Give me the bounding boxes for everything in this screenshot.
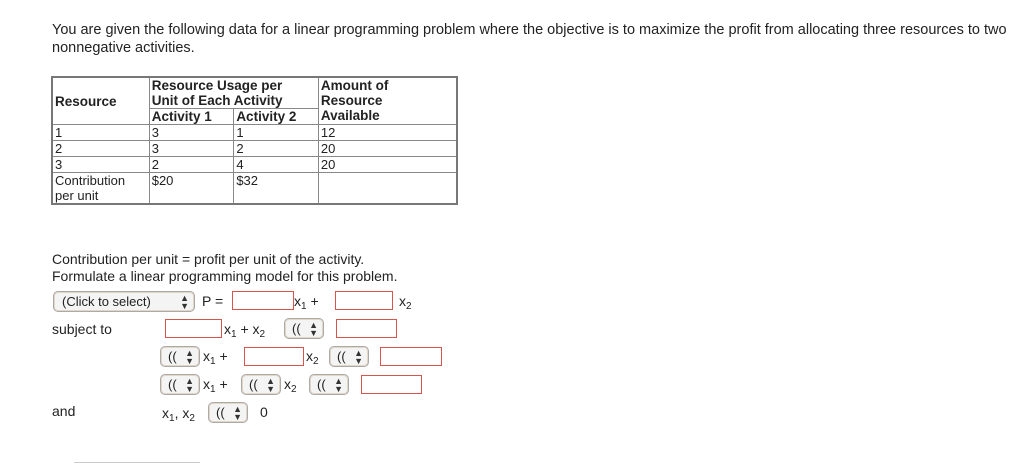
header-resource: Resource: [52, 77, 149, 125]
constraint2-relation-select[interactable]: [329, 346, 369, 367]
cell-activity-1: 3: [149, 125, 234, 141]
constraint2-rhs-input[interactable]: [380, 347, 442, 366]
cell-contribution-label: [52, 173, 149, 205]
updown-arrow-icon: ▲ ▼: [354, 348, 363, 366]
coef-select-label: ((: [168, 377, 177, 392]
constraint2-coef-x2-input[interactable]: [244, 347, 304, 366]
updown-arrow-icon: ▲ ▼: [309, 320, 318, 338]
header-amount-line2: Resource: [320, 93, 383, 108]
updown-arrow-icon: ▲ ▼: [334, 376, 343, 394]
problem-statement: You are given the following data for a linear programming problem where the objective is to maximize the profit from allocating three resources to two nonnegative activities.: [52, 22, 1007, 56]
cell-amount: 20: [318, 157, 457, 173]
table-row: [52, 125, 457, 141]
table-row-contribution: [52, 173, 457, 205]
cell-amount: 12: [318, 125, 457, 141]
constraint3-coef-x2-select[interactable]: [241, 374, 281, 395]
updown-arrow-icon: ▲ ▼: [185, 348, 194, 366]
coef-select-label: ((: [249, 377, 258, 392]
constraint3-x2-label: $x_2$: [284, 376, 297, 395]
updown-arrow-icon: ▲ ▼: [180, 293, 189, 311]
cell-amount: 20: [318, 141, 457, 157]
divider: [74, 462, 200, 463]
table-row: [52, 141, 457, 157]
updown-arrow-icon: ▲ ▼: [185, 376, 194, 394]
contribution-line2: per unit: [55, 188, 99, 203]
relation-select-label: ((: [337, 349, 346, 364]
updown-arrow-icon: ▲ ▼: [266, 376, 275, 394]
constraint3-rhs-input[interactable]: [361, 375, 422, 394]
x1-label: $x_1$ +: [294, 293, 319, 312]
objective-type-select[interactable]: [53, 291, 195, 312]
relation-select-label: ((: [216, 405, 225, 420]
cell-contribution-empty: [318, 173, 457, 205]
constraint2-coef-x1-select[interactable]: [160, 346, 200, 367]
cell-activity-2: 1: [234, 125, 319, 141]
header-amount: [318, 77, 457, 125]
coef-select-label: ((: [168, 349, 177, 364]
cell-contribution-a1: $20: [149, 173, 234, 205]
header-amount-line1: Amount of: [320, 78, 389, 93]
subject-to-label: subject to: [52, 321, 112, 337]
constraint1-coef-x1-input[interactable]: [165, 319, 222, 338]
contribution-line1: Contribution: [55, 173, 126, 188]
constraint3-coef-x1-select[interactable]: [160, 374, 200, 395]
cell-activity-1: 2: [149, 157, 234, 173]
cell-resource: 2: [52, 141, 149, 157]
header-amount-line3: Available: [320, 108, 380, 123]
constraint1-rhs-input[interactable]: [336, 319, 397, 338]
relation-select-label: ((: [292, 321, 301, 336]
header-usage-line2: Unit of Each Activity: [151, 93, 283, 108]
constraint2-x2-label: $x_2$: [306, 348, 319, 367]
header-activity-2: Activity 2: [234, 109, 319, 125]
note-line-2: Formulate a linear programming model for this problem.: [52, 268, 398, 284]
header-activity-1: Activity 1: [149, 109, 234, 125]
p-equals-label: P =: [202, 293, 224, 309]
table-row: [52, 157, 457, 173]
updown-arrow-icon: ▲ ▼: [233, 404, 242, 422]
relation-select-label: ((: [317, 377, 326, 392]
constraint3-x1-label: $x_1$ +: [203, 376, 228, 395]
objective-select-label: (Click to select): [62, 294, 151, 309]
header-usage-line1: Resource Usage per: [151, 78, 283, 93]
nonnegativity-relation-select[interactable]: [208, 402, 248, 423]
note-line-1: Contribution per unit = profit per unit of the activity.: [52, 251, 365, 267]
header-usage: [149, 77, 318, 109]
nonnegativity-vars-label: $x_1$, $x_2$: [162, 405, 195, 424]
x2-label: $x_2$: [399, 293, 412, 312]
cell-resource: 1: [52, 125, 149, 141]
cell-contribution-a2: $32: [234, 173, 319, 205]
objective-coef-x2-input[interactable]: [335, 291, 393, 310]
constraint1-vars-label: $x_1 + x_2$: [224, 321, 266, 340]
constraint1-relation-select[interactable]: [284, 318, 324, 339]
constraint2-x1-label: $x_1$ +: [203, 348, 228, 367]
cell-activity-1: 3: [149, 141, 234, 157]
cell-resource: 3: [52, 157, 149, 173]
nonnegativity-zero: 0: [260, 404, 268, 420]
cell-activity-2: 2: [234, 141, 319, 157]
constraint3-relation-select[interactable]: [309, 374, 349, 395]
objective-coef-x1-input[interactable]: [232, 291, 294, 310]
and-label: and: [52, 403, 76, 419]
resource-table: [51, 76, 458, 205]
cell-activity-2: 4: [234, 157, 319, 173]
